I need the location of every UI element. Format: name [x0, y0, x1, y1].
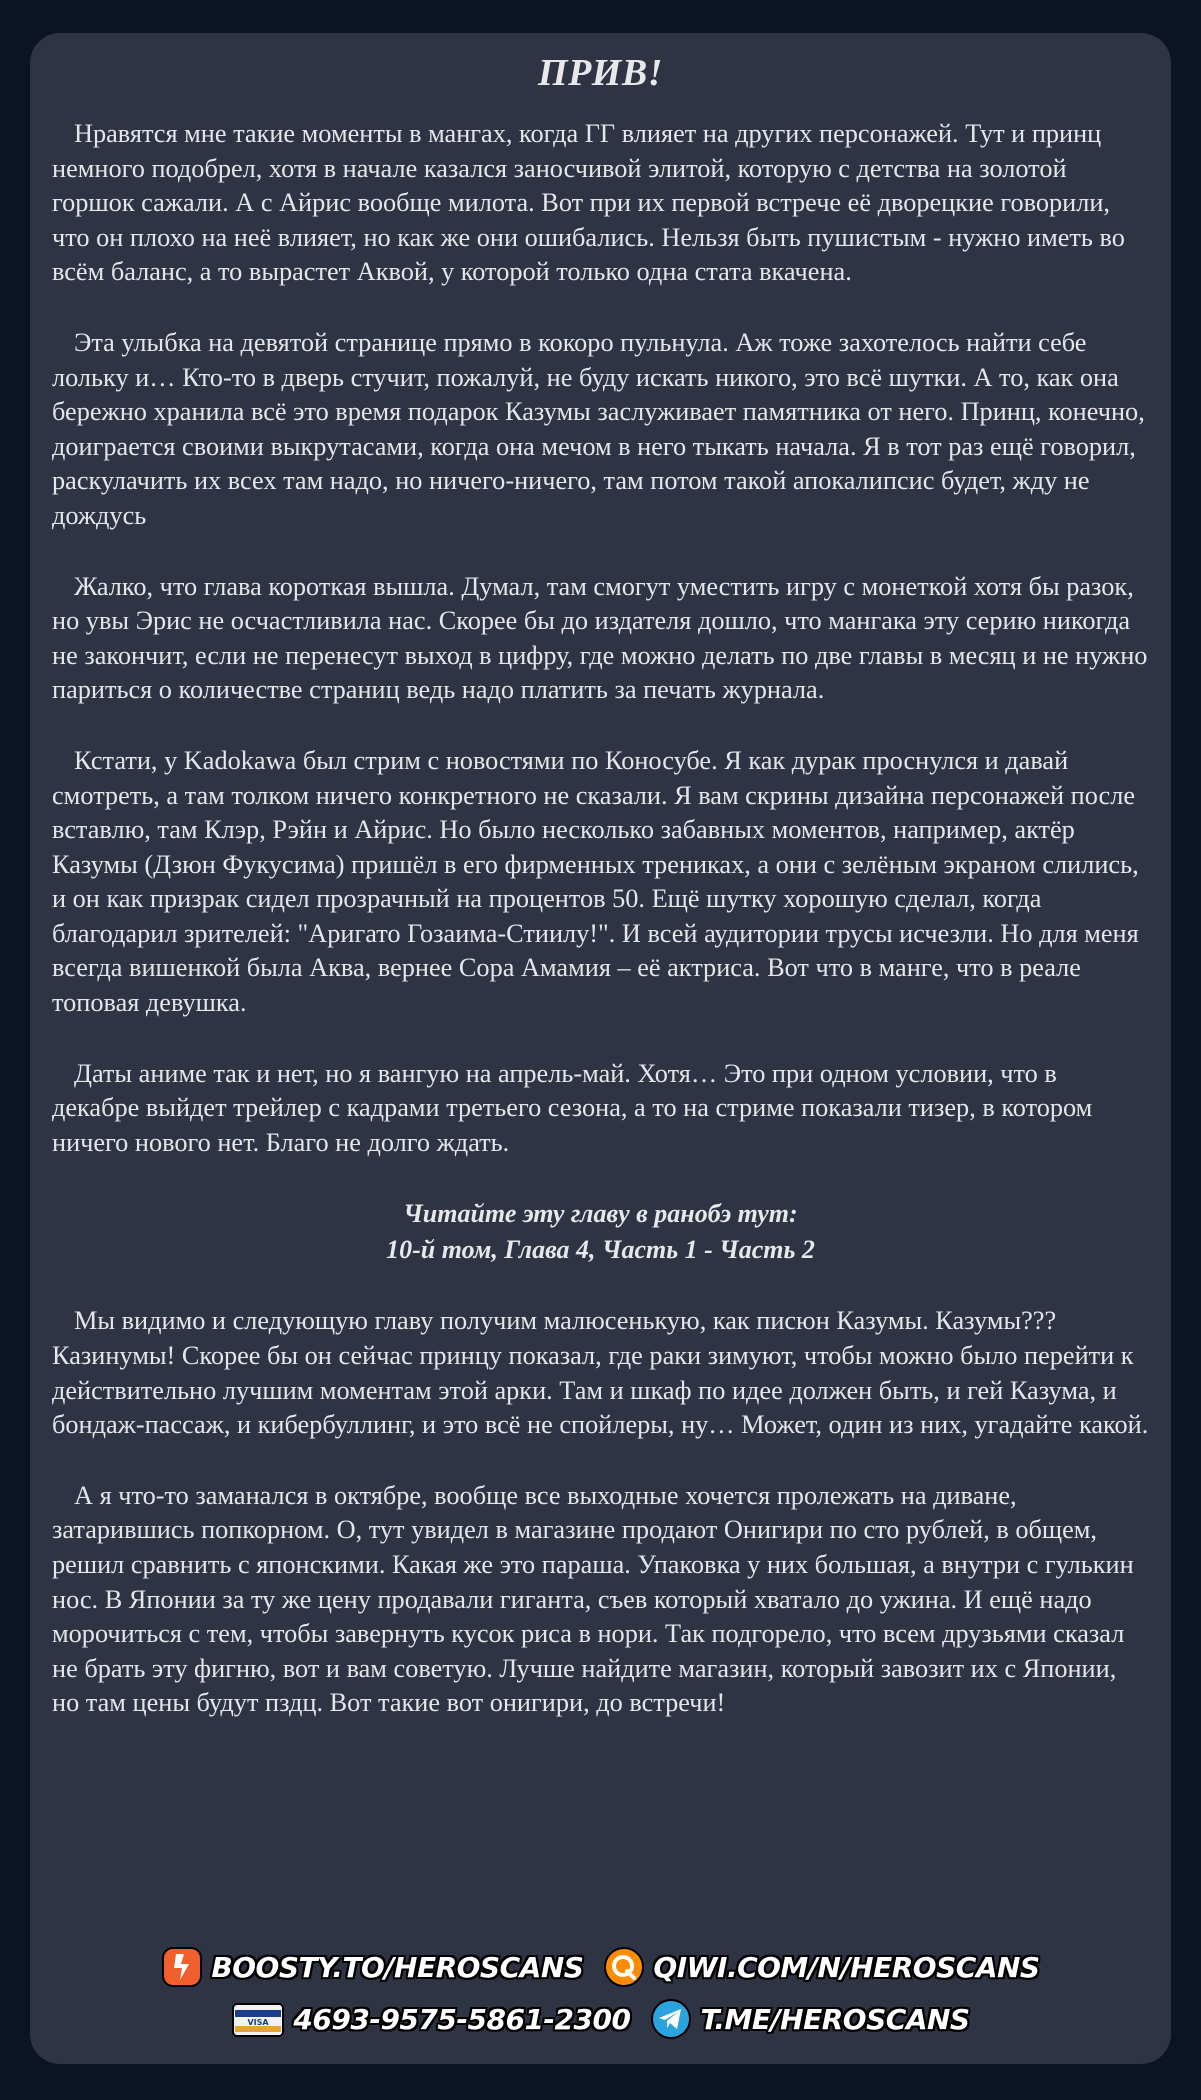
- telegram-icon: [650, 1998, 692, 2040]
- card-number[interactable]: [231, 1998, 630, 2040]
- telegram-link[interactable]: [650, 1998, 969, 2040]
- ranobe-line-2[interactable]: 10-й том, Глава 4, Часть 1 - Часть 2: [386, 1235, 815, 1265]
- paragraph-3: Жалко, что глава короткая вышла. Думал, там смогут уместить игру с монеткой хотя бы разок, но увы Эрис не осчастливила нас. Скорее бы до издателя дошло, что мангака эту серию никогда не закончит, если не перенесут выход в цифру, где можно делать по две главы в месяц и не нужно париться о количестве страниц ведь надо платить за печать журнала.: [52, 571, 1148, 705]
- paragraph-2: Эта улыбка на девятой странице прямо в кокоро пульнула. Аж тоже захотелось найти себе лольку и… Кто-то в дверь стучит, пожалуй, не буду искать никого, это всё шутки. А то, как она бережно хранила всё это время подарок Казумы заслуживает памятника от него. Принц, конечно, доиграется своими выкрутасами, когда она мечом в него тыкать начала. Я в тот раз ещё говорил, раскулачить их всех там надо, но ничего-ничего, там потом такой апокалипсис будет, жду не дождусь: [52, 327, 1145, 530]
- card-number-text: 4693-9575-5861-2300: [293, 2002, 631, 2036]
- support-links: [30, 1943, 1171, 2047]
- paragraph-5: Даты аниме так и нет, но я вангую на апрель-май. Хотя… Это при одном условии, что в декабре выйдет трейлер с кадрами третьего сезона, а то на стриме показали тизер, в котором ничего нового нет. Благо не долго ждать.: [52, 1058, 1093, 1157]
- paragraph-1: Нравятся мне такие моменты в мангах, когда ГГ влияет на других персонажей. Тут и принц немного подобрел, хотя в начале казался заносчивой элитой, которую с детства на золотой горшок сажали. А с Айрис вообще милота. Вот при их первой встрече её дворецкие говорили, что он плохо на неё влияет, но как же они ошибались. Нельзя быть пушистым - нужно иметь во всём баланс, а то вырастет Аквой, у которой только одна стата вкачена.: [52, 119, 1125, 287]
- paragraph-6: Мы видимо и следующую главу получим малюсенькую, как писюн Казумы. Казумы??? Казинумы! Скорее бы он сейчас принцу показал, где раки зимуют, чтобы можно было перейти к действительно лучшим моментам этой арки. Там и шкаф по идее должен быть, и гей Казума, и бондаж-пассаж, и кибербуллинг, и это всё не спойлеры, ну… Может, один из них, угадайте какой.: [52, 1306, 1149, 1440]
- paragraph-4: Кстати, у Kadokawa был стрим с новостями по Коносубе. Я как дурак проснулся и давай смотреть, а там толком ничего конкретного не сказали. Я вам скрины дизайна персонажей после вставлю, там Клэр, Рэйн и Айрис. Но было несколько забавных моментов, например, актёр Казумы (Дзюн Фукусима) пришёл в его фирменных трениках, а они с зелёным экраном слились, и он как призрак сидел прозрачный на процентов 50. Ещё шутку хорошую сделал, когда благодарил зрителей: "Аригато Гозаима-Стиилу!". И всей аудитории трусы исчезли. Но для меня всегда вишенкой была Аква, вернее Сора Амамия – её актриса. Вот что в манге, что в реале топовая девушка.: [52, 745, 1139, 1018]
- boosty-link[interactable]: [161, 1946, 583, 1988]
- boosty-icon: [161, 1946, 203, 1988]
- page-title: ПРИВ!: [538, 52, 663, 94]
- comment-card: [30, 33, 1171, 2064]
- qiwi-icon: [603, 1946, 645, 1988]
- visa-card-icon: [231, 1998, 285, 2040]
- svg-text:VISA: VISA: [247, 2018, 269, 2027]
- telegram-url: T.ME/HEROSCANS: [700, 2002, 970, 2036]
- paragraph-7: А я что-то заманался в октябре, вообще все выходные хочется пролежать на диване, затарившись попкорном. О, тут увидел в магазине продают Онигири по сто рублей, в общем, решил сравнить с японскими. Какая же это параша. Упаковка у них большая, а внутри с гулькин нос. В Японии за ту же цену продавали гиганта, съев который хватало до ужина. И ещё надо морочиться с тем, чтобы завернуть кусок риса в нори. Так подгорело, что всем друзьями сказал не брать эту фигню, вот и вам советую. Лучше найдите магазин, который завозит их с Японии, но там цены будут пздц. Вот такие вот онигири, до встречи!: [52, 1480, 1134, 1718]
- qiwi-link[interactable]: [603, 1946, 1039, 1988]
- ranobe-line-1: Читайте эту главу в ранобэ тут:: [403, 1199, 798, 1229]
- boosty-url: BOOSTY.TO/HEROSCANS: [211, 1950, 584, 1984]
- qiwi-url: QIWI.COM/N/HEROSCANS: [653, 1950, 1040, 1984]
- ranobe-note: [52, 1196, 1149, 1268]
